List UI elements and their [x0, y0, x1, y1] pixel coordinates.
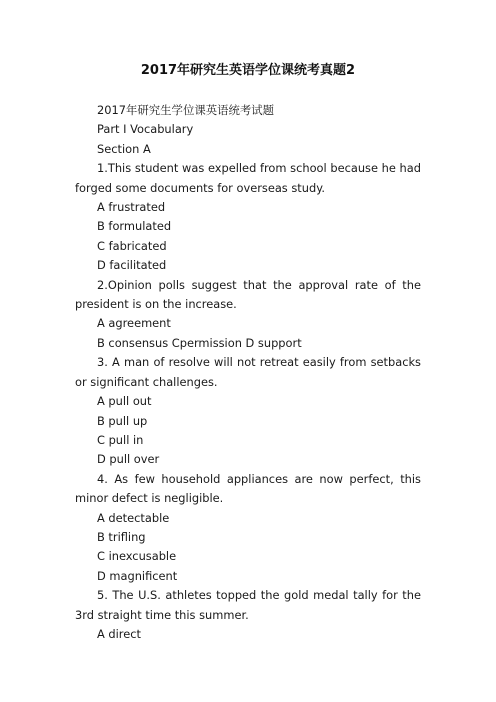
question-3-option-b: B pull up [97, 413, 148, 428]
question-3-stem: 3. A man of resolve will not retreat easily from setbacks or significant challenges. [75, 355, 421, 389]
question-4-option-a: A detectable [97, 510, 170, 525]
question-2-options-bcd: B consensus Cpermission D support [97, 335, 302, 350]
question-5-option-a: A direct [97, 626, 141, 641]
question-2-stem: 2.Opinion polls suggest that the approval rate of the president is on the increase. [75, 277, 421, 312]
question-4-stem: 4. As few household appliances are now perfect, this minor defect is negligible. [75, 471, 421, 506]
part-heading: Part I Vocabulary [97, 122, 194, 137]
question-3-option-d: D pull over [97, 452, 160, 467]
question-1-option-a: A frustrated [97, 200, 166, 215]
question-3-option-a: A pull out [97, 394, 152, 409]
question-4-option-d: D magnificent [97, 568, 178, 583]
question-2-option-a: A agreement [97, 316, 171, 331]
question-4-option-b: B trifling [97, 529, 146, 544]
question-3-option-c: C pull in [97, 432, 144, 447]
question-1-option-c: C fabricated [97, 238, 167, 253]
document-title: 2017年研究生英语学位课统考真题2 [140, 63, 356, 78]
question-1-option-d: D facilitated [97, 258, 167, 273]
section-heading: Section A [97, 141, 151, 156]
question-5-stem: 5. The U.S. athletes topped the gold medal tally for the 3rd straight time this summer. [75, 588, 421, 622]
question-4-option-c: C inexcusable [97, 549, 177, 564]
question-1-stem: 1.This student was expelled from school because he had forged some documents for overseas study. [75, 161, 421, 195]
exam-subtitle: 2017年研究生学位课英语统考试题 [97, 103, 275, 117]
question-1-option-b: B formulated [97, 219, 172, 234]
